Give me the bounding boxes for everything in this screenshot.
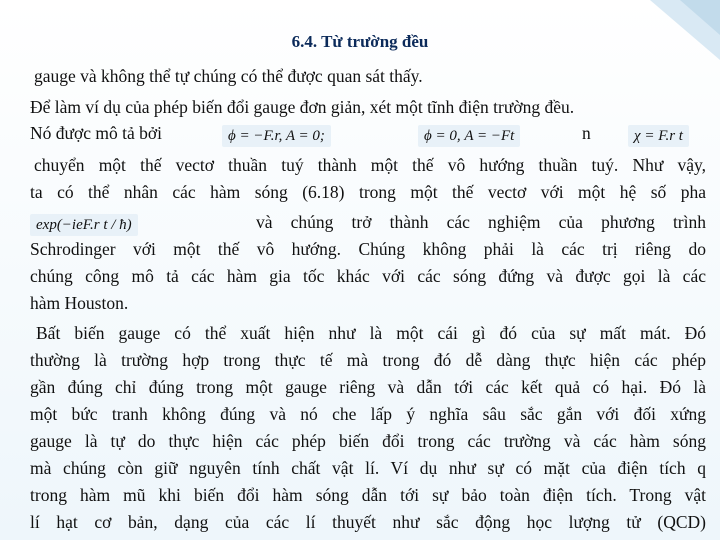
text-line-8: chúng công mô tả các hàm gia tốc khác với các sóng đứng và được gọi là các [30,266,706,286]
text-line-16: trong hàm mũ khi biến đổi hàm sóng dẫn tới sự bảo toàn điện tích. Trong vật [30,485,706,505]
text-line-9: hàm Houston. [30,293,129,313]
text-line-15: mà chúng còn giữ nguyên tính chất vật lí. Ví dụ như sự có mặt của điện tích q [30,458,706,478]
text-line-5: ta có thể nhân các hàm sóng (6.18) trong một thế vectơ với một hệ số pha [30,182,706,202]
formula-suffix: n [582,123,591,143]
text-line-12: gần đúng chỉ đúng trong một gauge riêng và dẫn tới các kết quả có hại. Đó là [30,377,706,397]
formula-phase-factor: exp(−ieF.r t / ħ) [30,214,138,236]
page-title: 6.4. Từ trường đều [291,32,429,51]
formula-vector-potential: ϕ = 0, A = −Ft [418,125,520,147]
text-line-3: Nó được mô tả bởi [30,123,163,143]
text-line-17: lí hạt cơ bản, dạng của các lí thuyết như sắc động học lượng tử (QCD) [30,512,706,532]
text-line-11: thường là trường hợp trong thực tế mà trong đó dễ dàng thực hiện các phép [30,350,706,370]
text-line-4: chuyển một thế vectơ thuần tuý thành một thế vô hướng thuần tuý. Như vậy, [34,155,706,175]
text-line-1: gauge và không thể tự chúng có thể được quan sát thấy. [34,66,423,86]
formula-scalar-potential: ϕ = −F.r, A = 0; [222,125,331,147]
text-line-2: Để làm ví dụ của phép biến đổi gauge đơn giản, xét một tĩnh điện trường đều. [30,97,575,117]
text-line-10: Bất biến gauge có thể xuất hiện như là một cái gì đó của sự mất mát. Đó [36,323,706,343]
text-line-14: gauge là tự do thực hiện các phép biến đổi trong các trường và các hàm sóng [30,431,706,451]
text-line-7: Schrodinger với một thế vô hướng. Chúng không phải là các trị riêng do [30,239,706,259]
text-line-6: và chúng trở thành các nghiệm của phương trình [256,212,706,232]
text-line-13: một bức tranh không đúng và nó che lấp ý nghĩa sâu sắc gắn với đối xứng [30,404,706,424]
formula-gauge-function: χ = F.r t [628,125,689,147]
